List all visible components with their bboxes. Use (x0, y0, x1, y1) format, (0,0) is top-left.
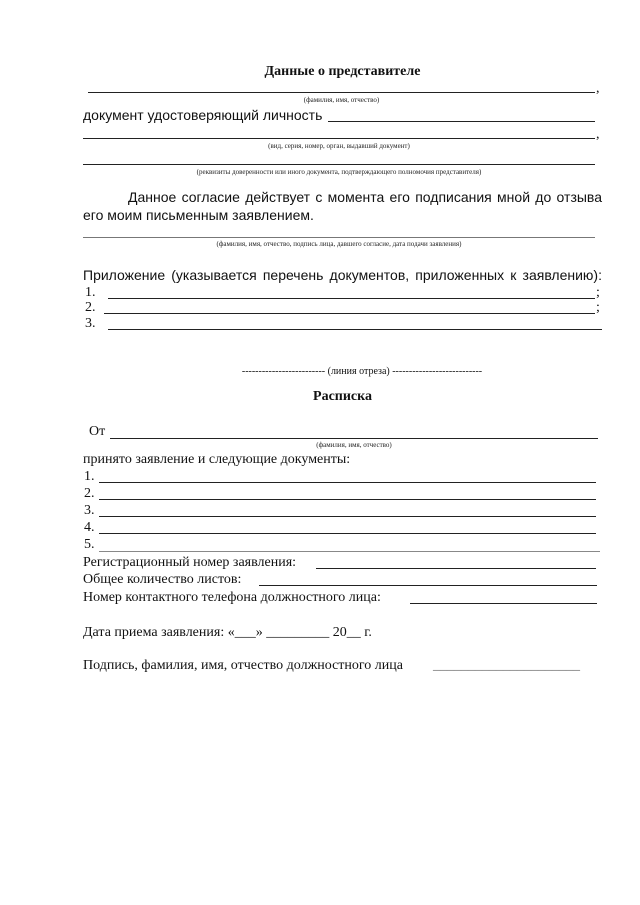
receipt-from-label: От (89, 424, 106, 439)
attachment-item-2-line[interactable] (104, 313, 595, 314)
attachment-item-1-end: ; (596, 285, 600, 300)
receipt-fio-line[interactable] (110, 438, 598, 439)
receipt-item-1-line[interactable] (99, 482, 596, 483)
receipt-date[interactable]: Дата приема заявления: «___» _________ 20__ г. (83, 625, 372, 640)
consent-paragraph (83, 188, 602, 224)
sheets-line[interactable] (259, 585, 597, 586)
id-doc-label: документ удостоверяющий личность (83, 107, 323, 123)
attachment-item-2-number: 2. (85, 300, 96, 315)
reg-number-label: Регистрационный номер заявления: (83, 555, 297, 570)
receipt-title: Расписка (313, 389, 372, 404)
representative-title: Данные о представителе (264, 64, 421, 79)
id-doc-trailing-comma: , (596, 127, 600, 142)
receipt-accepted-text: принято заявление и следующие документы: (83, 452, 351, 467)
signature-blank[interactable]: _____________________ (433, 658, 580, 673)
receipt-item-5-number: 5. (84, 537, 95, 552)
consent-signature-caption: (фамилия, имя, отчество, подпись лица, давшего согласие, дата подачи заявления) (216, 240, 462, 248)
id-doc-details-line[interactable] (83, 138, 595, 139)
receipt-fio-caption: (фамилия, имя, отчество) (316, 441, 392, 449)
receipt-item-3-number: 3. (84, 503, 95, 518)
attachment-item-1-number: 1. (85, 285, 96, 300)
receipt-item-5-line[interactable] (99, 551, 600, 552)
receipt-item-2-line[interactable] (99, 499, 596, 500)
receipt-item-1-number: 1. (84, 469, 95, 484)
attachment-item-1-line[interactable] (108, 298, 595, 299)
signature-label: Подпись, фамилия, имя, отчество должностного лица (83, 658, 403, 673)
receipt-item-4-number: 4. (84, 520, 95, 535)
representative-fio-line[interactable] (88, 92, 595, 93)
reg-number-line[interactable] (316, 568, 596, 569)
cut-line: ------------------------- (линия отреза) --------------------------- (241, 366, 483, 377)
consent-text: Данное согласие действует с момента его подписания мной до отзыва его моим письменным заявлением. (83, 189, 602, 223)
attachments-label: Приложение (указывается перечень документов, приложенных к заявлению): (83, 267, 602, 283)
fio-trailing-comma: , (596, 81, 600, 96)
phone-line[interactable] (410, 603, 597, 604)
attachment-item-3-line[interactable] (108, 329, 602, 330)
proxy-line[interactable] (83, 164, 595, 165)
id-doc-line[interactable] (328, 121, 595, 122)
receipt-item-3-line[interactable] (99, 516, 596, 517)
phone-label: Номер контактного телефона должностного лица: (83, 590, 381, 605)
attachment-item-2-end: ; (596, 300, 600, 315)
receipt-item-2-number: 2. (84, 486, 95, 501)
representative-fio-caption: (фамилия, имя, отчество) (303, 96, 380, 104)
attachment-item-3-number: 3. (85, 316, 96, 331)
proxy-caption: (реквизиты доверенности или иного документа, подтверждающего полномочия представителя) (196, 168, 482, 176)
receipt-item-4-line[interactable] (99, 533, 596, 534)
id-doc-caption: (вид, серия, номер, орган, выдавший документ) (268, 142, 410, 150)
consent-signature-line[interactable] (83, 237, 595, 238)
sheets-label: Общее количество листов: (83, 572, 242, 587)
